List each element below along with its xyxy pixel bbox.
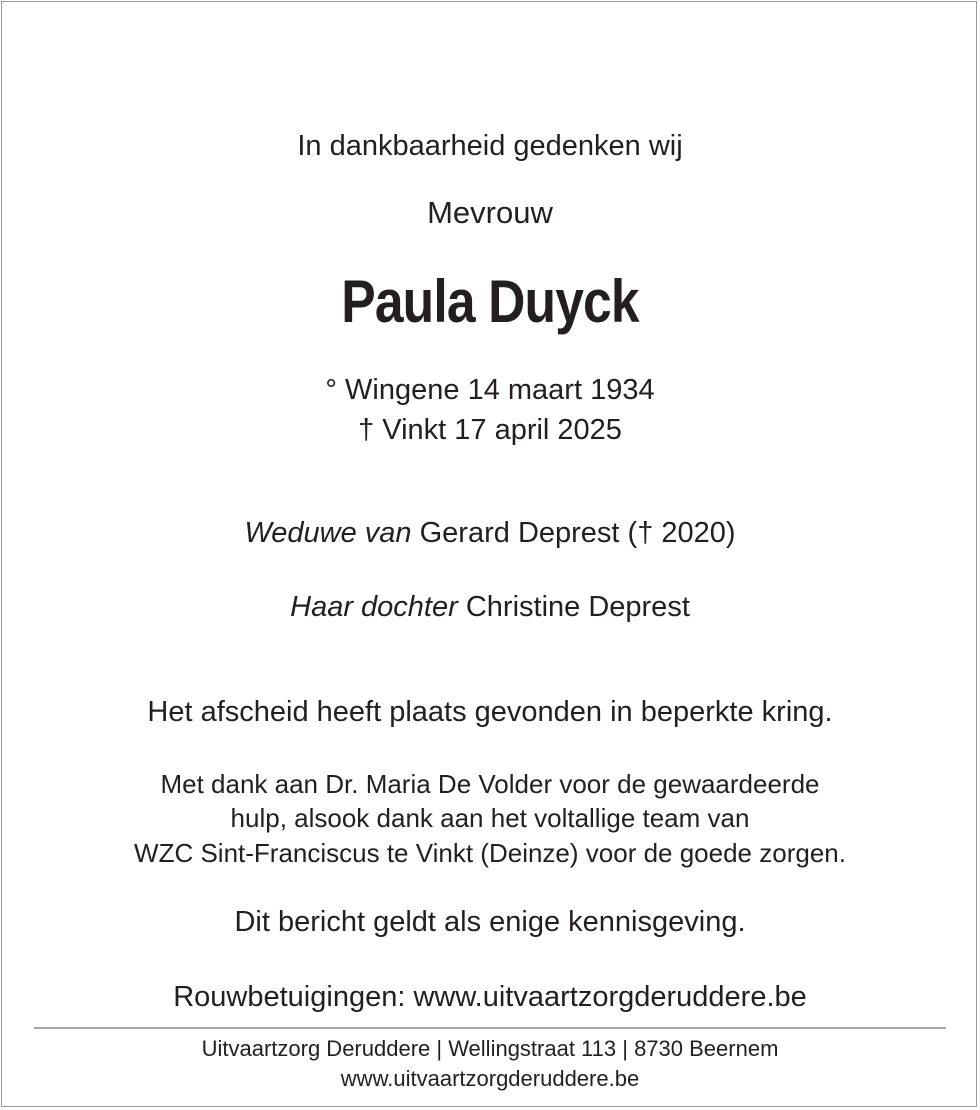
footer-website-link[interactable]: www.uitvaartzorgderuddere.be — [340, 1066, 640, 1091]
page-border — [1, 1, 977, 1107]
thanks-line-3: WZC Sint-Franciscus te Vinkt (Deinze) voor de goede zorgen. — [134, 838, 846, 868]
relation-daughter — [0, 593, 980, 622]
honorific-title: Mevrouw — [427, 195, 553, 230]
deceased-name: Paula Duyck — [341, 268, 639, 335]
farewell-text: Het afscheid heeft plaats gevonden in beperkte kring. — [147, 696, 833, 728]
relation-daughter-role: Haar dochter — [290, 591, 458, 623]
footer-address: Uitvaartzorg Deruddere | Wellingstraat 113 | 8730 Beernem — [201, 1036, 779, 1061]
relation-daughter-person: Christine Deprest — [465, 591, 690, 623]
death-line: † Vinkt 17 april 2025 — [358, 414, 622, 446]
condolences-link[interactable]: Rouwbetuigingen: www.uitvaartzorgderuddere.be — [173, 981, 807, 1013]
footer-divider — [34, 1027, 946, 1029]
thanks-line-1: Met dank aan Dr. Maria De Volder voor de gewaardeerde — [160, 769, 820, 799]
birth-line: ° Wingene 14 maart 1934 — [325, 374, 655, 406]
relation-spouse — [0, 519, 980, 548]
relation-spouse-role: Weduwe van — [244, 517, 412, 549]
intro-text: In dankbaarheid gedenken wij — [297, 130, 683, 162]
relation-spouse-person: Gerard Deprest († 2020) — [419, 517, 736, 549]
notice-text: Dit bericht geldt als enige kennisgeving. — [234, 906, 746, 938]
thanks-line-2: hulp, alsook dank aan het voltallige team van — [230, 803, 750, 833]
